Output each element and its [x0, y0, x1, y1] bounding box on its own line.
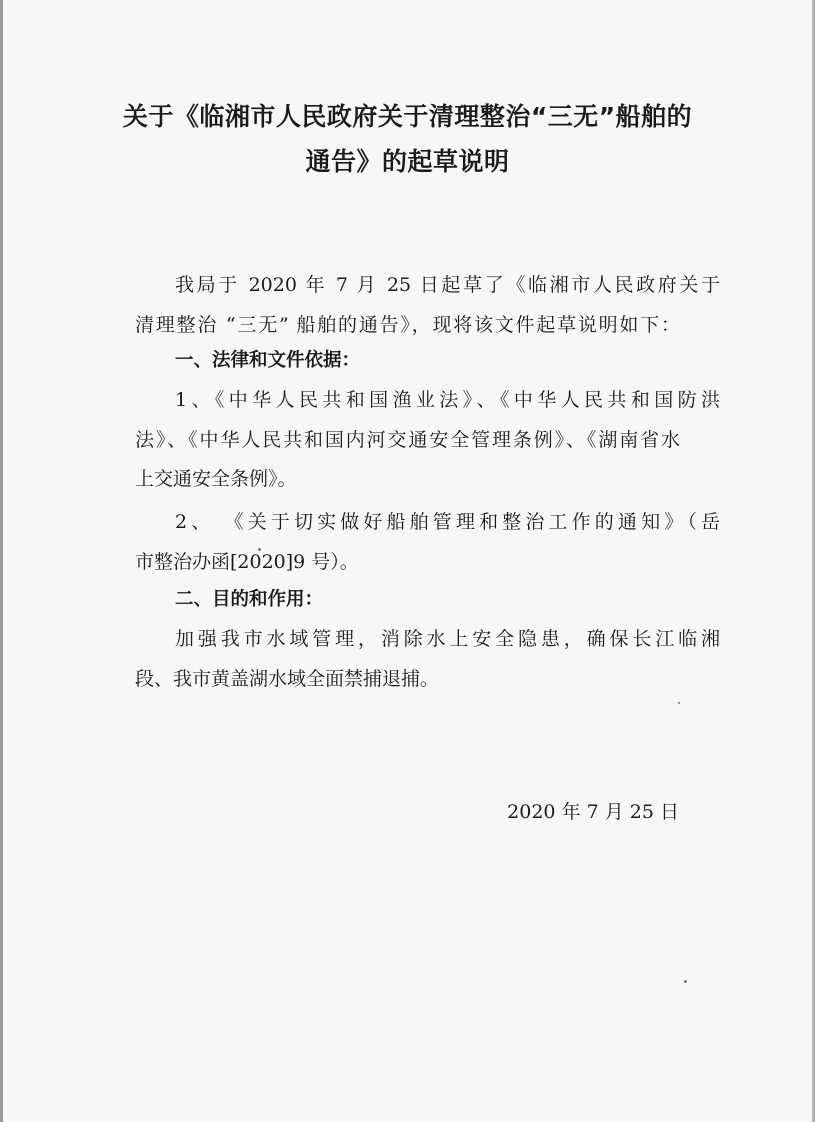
item-1-line-1: 1、《中华人民共和国渔业法》、《中华人民共和国防洪 [175, 389, 720, 411]
scan-speck [678, 702, 680, 704]
document-date: 2020 年 7 月 25 日 [507, 801, 679, 823]
intro-line-2: 清理整治 “三无” 船舶的通告》，现将该文件起草说明如下： [135, 314, 680, 336]
purpose-line-1: 加强我市水域管理，消除水上安全隐患，确保长江临湘 [175, 628, 720, 650]
document-title-line-2: 通告》的起草说明 [305, 147, 510, 176]
scan-left-edge [0, 0, 3, 1122]
section-2-heading: 二、目的和作用： [175, 589, 324, 610]
intro-line-1: 我局于 2020 年 7 月 25 日起草了《临湘市人民政府关于 [175, 274, 720, 296]
item-2-line-1: 2、 《关于切实做好船舶管理和整治工作的通知》（岳 [175, 511, 720, 533]
document-title-line-1: 关于《临湘市人民政府关于清理整治“三无”船舶的 [122, 102, 693, 131]
scan-speck [258, 548, 261, 551]
section-1-heading: 一、法律和文件依据： [175, 350, 361, 371]
item-1-line-2: 法》、《中华人民共和国内河交通安全管理条例》、《湖南省水 [135, 429, 680, 451]
purpose-line-2: 段、我市黄盖湖水域全面禁捕退捕。 [135, 668, 440, 690]
scan-speck [684, 980, 687, 983]
item-1-line-3: 上交通安全条例》。 [135, 468, 297, 490]
item-2-line-2: 市整治办函[2020]9 号）。 [135, 551, 359, 573]
